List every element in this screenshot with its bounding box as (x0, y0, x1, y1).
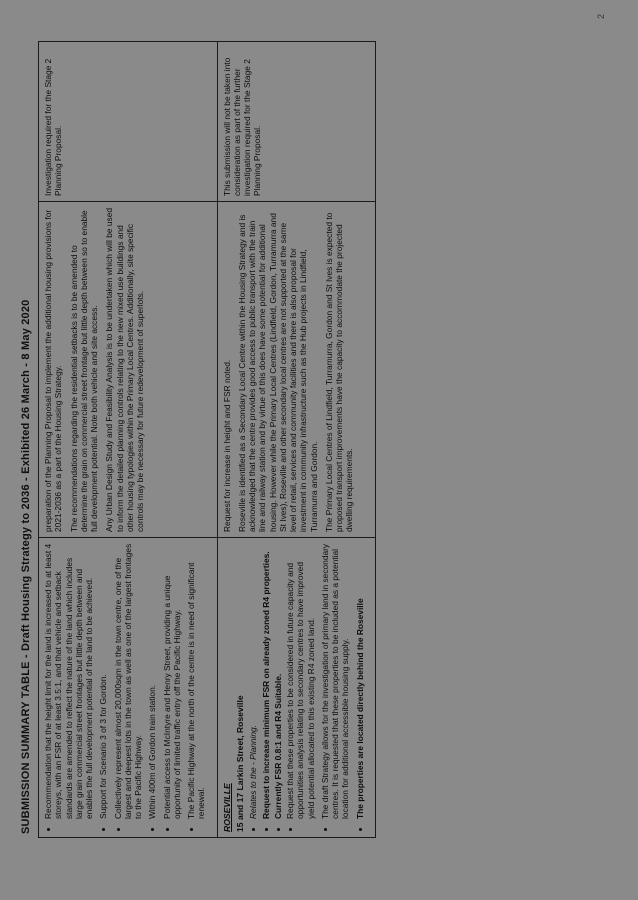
sub-heading: 15 and 17 Larkin Street, Roseville (234, 695, 245, 832)
list-item: • Support for Scenario 3 of 3 for Gordon. (98, 543, 108, 819)
paragraph: The recommendations regarding the residential setbacks is to be amended to determine the grain on commercial street frontage but little depth between so to enable full development potential. Note both vehicle and site access. (68, 210, 99, 532)
submission-summary-table (38, 41, 376, 838)
list-item: • Potential access to McIntyre and Henry Street, providing a unique opportunity of limited traffic entry off the Pacific Highway. (162, 543, 183, 819)
table-row (217, 42, 375, 838)
list-item: • Request that these properties to be considered in future capacity and opportunities analysis relating to secondary centres to have improved yield potential allocated to this existing R4 zoned land. (285, 543, 316, 819)
row1-response-cell (39, 202, 218, 538)
row2-action-cell (217, 42, 375, 202)
page-number: 2 (596, 14, 606, 20)
row1-submission-cell (39, 538, 218, 838)
row1-action-cell (39, 42, 218, 202)
row2-submission-cell (217, 538, 375, 838)
paragraph: This submission will not be taken into consideration as part of the further investigation required for the Stage 2 Planning Proposal. (221, 57, 263, 196)
paragraph: The Primary Local Centres of Lindfield, Turramurra, Gordon and St Ives is expected to proposed transport improvements have the capacity to accommodate the projected dwelling requirements. (323, 212, 355, 532)
list-item: • Request to increase minimum FSR on already zoned R4 properties. (261, 543, 271, 819)
paragraph: preparation of the Planning Proposal to implement the additional housing provisions for 2021-2036 as a part of the Housing Strategy. (43, 209, 64, 532)
paragraph: Investigation required for the Stage 2 Planning Proposal. (43, 58, 64, 196)
list-item: • The properties are located directly behind the Roseville (355, 543, 365, 819)
list-item: • Currently FSR 0.8:1 and R4 Suitable. (273, 543, 283, 819)
row2-submission-bullets (248, 543, 365, 832)
list-item: • Within 400m of Gordon train station. (147, 543, 157, 819)
list-item: • The Pacific Highway at the north of the centre is in need of significant renewal. (186, 543, 207, 819)
list-item: • Recommendation that the height limit for the land is increased to at least 4 storeys, with an FSR of at least 3.5:1, and that vehicle and setback standards are amended to reflect the nature of the land which includes large grain commercial street frontages but little depth between and enables the full development potential of the land to be achieved. (43, 543, 94, 819)
paragraph: Any Urban Design Study and Feasibility Analysis is to be undertaken which will be used to inform the detailed planning controls relating to the new mixed use buildings and other housing typologies within the Primary Local Centres. Additionally, site specific controls may be necessary for future redevelopment of superlots. (104, 207, 145, 532)
paragraph: Request for increase in height and FSR noted. (221, 359, 232, 532)
row1-submission-bullets (43, 543, 207, 832)
list-item: • The draft Strategy allows for the investigation of primary land in secondary centres. It is requested that these properties to be included as a potential location for additional accessible housing supply. (320, 543, 351, 819)
paragraph: Roseville is identified as a Secondary Local Centre within the Housing Strategy and is acknowledged that the centre provides good access to public transport with the train line and railway station and by virtue of this does have some potential for additional housing. However while the Primary Local Centres (Lindfield, Gordon, Turramurra and St Ives), Roseville and other secondary local centres are not supported at the same level of retail, services and community facilities and there is also proposal for investment in community infrastructure such as the Hub projects in Lindfield, Turramurra and Gordon. (236, 213, 319, 532)
page-title: SUBMISSION SUMMARY TABLE - Draft Housing Strategy to 2036 - Exhibited 26 March - 8 May 2020 (20, 299, 32, 834)
list-item: • Relates to the - Planning. (248, 543, 258, 819)
row2-response-cell (217, 202, 375, 538)
list-item: • Collectively represent almost 20,000sqm in the town centre, one of the largest and deepest lots in the town as well as one of the largest frontages to the Pacific Highway. (113, 543, 144, 819)
section-heading: ROSEVILLE (221, 783, 232, 832)
table-row (39, 42, 218, 838)
